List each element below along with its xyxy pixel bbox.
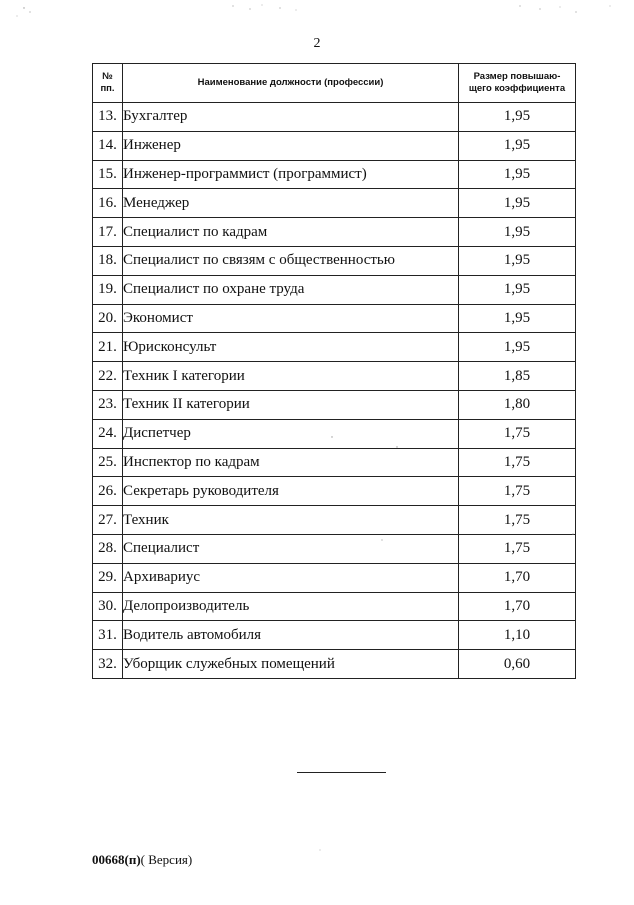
row-number: 23.: [93, 390, 123, 419]
row-number: 30.: [93, 592, 123, 621]
table-row: [93, 275, 576, 304]
row-coefficient: 1,75: [459, 419, 576, 448]
row-position-name: Бухгалтер: [123, 103, 459, 132]
row-coefficient: 1,95: [459, 246, 576, 275]
row-position-name: Диспетчер: [123, 419, 459, 448]
row-coefficient: 1,95: [459, 304, 576, 333]
table-row: [93, 477, 576, 506]
table-body: [93, 103, 576, 679]
table-row: [93, 362, 576, 391]
row-coefficient: 1,75: [459, 477, 576, 506]
row-coefficient: 1,85: [459, 362, 576, 391]
page-number: 2: [313, 36, 321, 51]
table-row: [93, 160, 576, 189]
document-code-number: 00668(п): [92, 852, 141, 867]
table-row: [93, 506, 576, 535]
row-number: 16.: [93, 189, 123, 218]
row-position-name: Инженер: [123, 131, 459, 160]
row-coefficient: 1,95: [459, 131, 576, 160]
row-position-name: Водитель автомобиля: [123, 621, 459, 650]
table-row: [93, 534, 576, 563]
row-coefficient: 1,95: [459, 275, 576, 304]
table-row: [93, 189, 576, 218]
row-number: 31.: [93, 621, 123, 650]
row-position-name: Специалист: [123, 534, 459, 563]
row-coefficient: 1,95: [459, 333, 576, 362]
row-position-name: Юрисконсульт: [123, 333, 459, 362]
row-position-name: Архивариус: [123, 563, 459, 592]
row-coefficient: 1,75: [459, 448, 576, 477]
table-row: [93, 246, 576, 275]
row-position-name: Уборщик служебных помещений: [123, 650, 459, 679]
row-number: 28.: [93, 534, 123, 563]
row-number: 17.: [93, 218, 123, 247]
row-position-name: Секретарь руководителя: [123, 477, 459, 506]
row-coefficient: 1,75: [459, 506, 576, 535]
row-coefficient: 0,60: [459, 650, 576, 679]
row-position-name: Экономист: [123, 304, 459, 333]
row-coefficient: 1,95: [459, 218, 576, 247]
positions-table: [92, 63, 576, 679]
row-position-name: Специалист по связям с общественностью: [123, 246, 459, 275]
separator-line: [297, 772, 386, 773]
row-coefficient: 1,75: [459, 534, 576, 563]
row-position-name: Специалист по охране труда: [123, 275, 459, 304]
row-coefficient: 1,95: [459, 160, 576, 189]
row-coefficient: 1,80: [459, 390, 576, 419]
document-version: ( Версия): [140, 852, 193, 867]
row-number: 27.: [93, 506, 123, 535]
table-row: [93, 563, 576, 592]
table-row: [93, 304, 576, 333]
table-row: [93, 650, 576, 679]
header-position: Наименование должности (профессии): [123, 64, 459, 103]
table-row: [93, 131, 576, 160]
row-number: 29.: [93, 563, 123, 592]
row-number: 18.: [93, 246, 123, 275]
row-number: 13.: [93, 103, 123, 132]
row-number: 15.: [93, 160, 123, 189]
table-row: [93, 218, 576, 247]
row-position-name: Специалист по кадрам: [123, 218, 459, 247]
row-position-name: Инженер-программист (программист): [123, 160, 459, 189]
row-position-name: Техник I категории: [123, 362, 459, 391]
row-coefficient: 1,10: [459, 621, 576, 650]
row-position-name: Техник: [123, 506, 459, 535]
table-row: [93, 592, 576, 621]
header-coefficient: Размер повышаю- щего коэффициента: [459, 64, 576, 103]
table-header-row: [93, 64, 576, 103]
header-number: № пп.: [93, 64, 123, 103]
table-row: [93, 333, 576, 362]
row-number: 26.: [93, 477, 123, 506]
table-row: [93, 103, 576, 132]
table-row: [93, 448, 576, 477]
table-row: [93, 390, 576, 419]
row-number: 14.: [93, 131, 123, 160]
row-number: 32.: [93, 650, 123, 679]
row-number: 25.: [93, 448, 123, 477]
row-position-name: Инспектор по кадрам: [123, 448, 459, 477]
table-row: [93, 621, 576, 650]
row-number: 22.: [93, 362, 123, 391]
row-coefficient: 1,70: [459, 592, 576, 621]
document-code: [92, 852, 192, 868]
row-number: 20.: [93, 304, 123, 333]
row-coefficient: 1,95: [459, 189, 576, 218]
table-row: [93, 419, 576, 448]
row-number: 21.: [93, 333, 123, 362]
row-number: 19.: [93, 275, 123, 304]
row-position-name: Делопроизводитель: [123, 592, 459, 621]
row-number: 24.: [93, 419, 123, 448]
row-coefficient: 1,70: [459, 563, 576, 592]
row-coefficient: 1,95: [459, 103, 576, 132]
row-position-name: Техник II категории: [123, 390, 459, 419]
row-position-name: Менеджер: [123, 189, 459, 218]
